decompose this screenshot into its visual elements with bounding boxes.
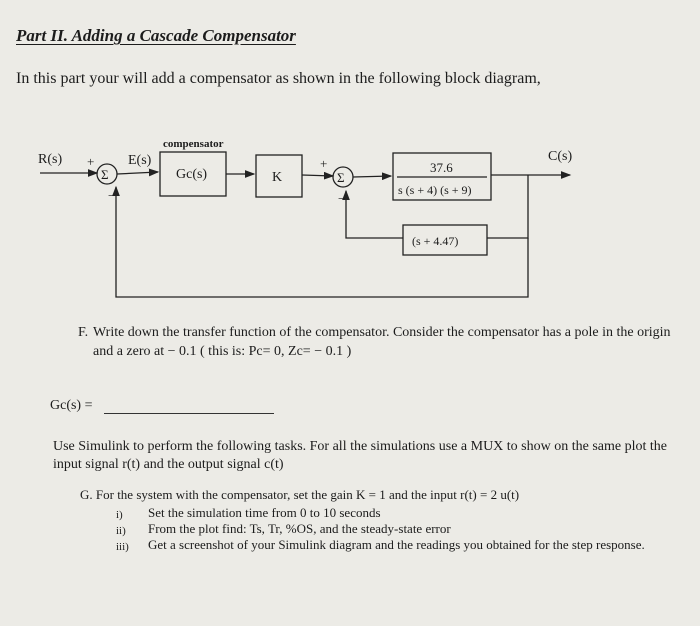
input-label: R(s) (38, 152, 63, 167)
plant-denominator: s (s + 4) (s + 9) (398, 183, 472, 197)
feedback-block-label: (s + 4.47) (412, 234, 459, 248)
plant-numerator: 37.6 (430, 160, 453, 175)
outer-feedback-line (116, 187, 528, 297)
item-number-3: iii) (116, 541, 129, 553)
section-title: Part II. Adding a Cascade Compensator (16, 26, 296, 45)
output-label: C(s) (548, 149, 573, 164)
compensator-block-label: Gc(s) (176, 167, 208, 182)
plant-input-line (353, 176, 391, 177)
item-text-2: From the plot find: Ts, Tr, %OS, and the steady-state error (148, 521, 451, 536)
plus-sign-2: + (320, 156, 328, 171)
compensator-caption: compensator (163, 138, 224, 150)
simulink-instructions: Use Simulink to perform the following tasks. For all the simulations use a MUX to show on the same plot the input signal r(t) and the output signal c(t) (53, 439, 667, 472)
error-label: E(s) (128, 153, 152, 168)
gain-block-label: K (272, 170, 283, 185)
question-g: G. For the system with the compensator, set the gain K = 1 and the input r(t) = 2 u(t) (80, 487, 520, 502)
gain-output-line (302, 175, 333, 176)
item-number-2: ii) (116, 525, 126, 537)
item-text-1: Set the simulation time from 0 to 10 seconds (148, 505, 381, 520)
question-f-label: F. (78, 325, 89, 340)
item-number-1: i) (116, 509, 123, 521)
plus-sign-1: + (87, 154, 95, 169)
question-f-text: Write down the transfer function of the compensator. Consider the compensator has a pole in the origin and a zero at − 0.1 ( this is: Pc= 0, Zc= − 0.1 ) (93, 325, 671, 359)
minus-sign-2: − (338, 191, 346, 206)
intro-text: In this part your will add a compensator as shown in the following block diagram, (16, 70, 541, 87)
inner-feedback-line (487, 175, 528, 238)
sum-symbol-1: Σ (101, 167, 109, 182)
answer-blank[interactable] (104, 413, 274, 414)
error-signal-line (117, 172, 158, 174)
minus-sign-1: − (108, 188, 116, 203)
answer-label: Gc(s) = (50, 398, 93, 413)
inner-feedback-return (346, 191, 403, 238)
item-text-3: Get a screenshot of your Simulink diagram and the readings you obtained for the step response. (148, 537, 645, 552)
sum-symbol-2: Σ (337, 170, 345, 185)
